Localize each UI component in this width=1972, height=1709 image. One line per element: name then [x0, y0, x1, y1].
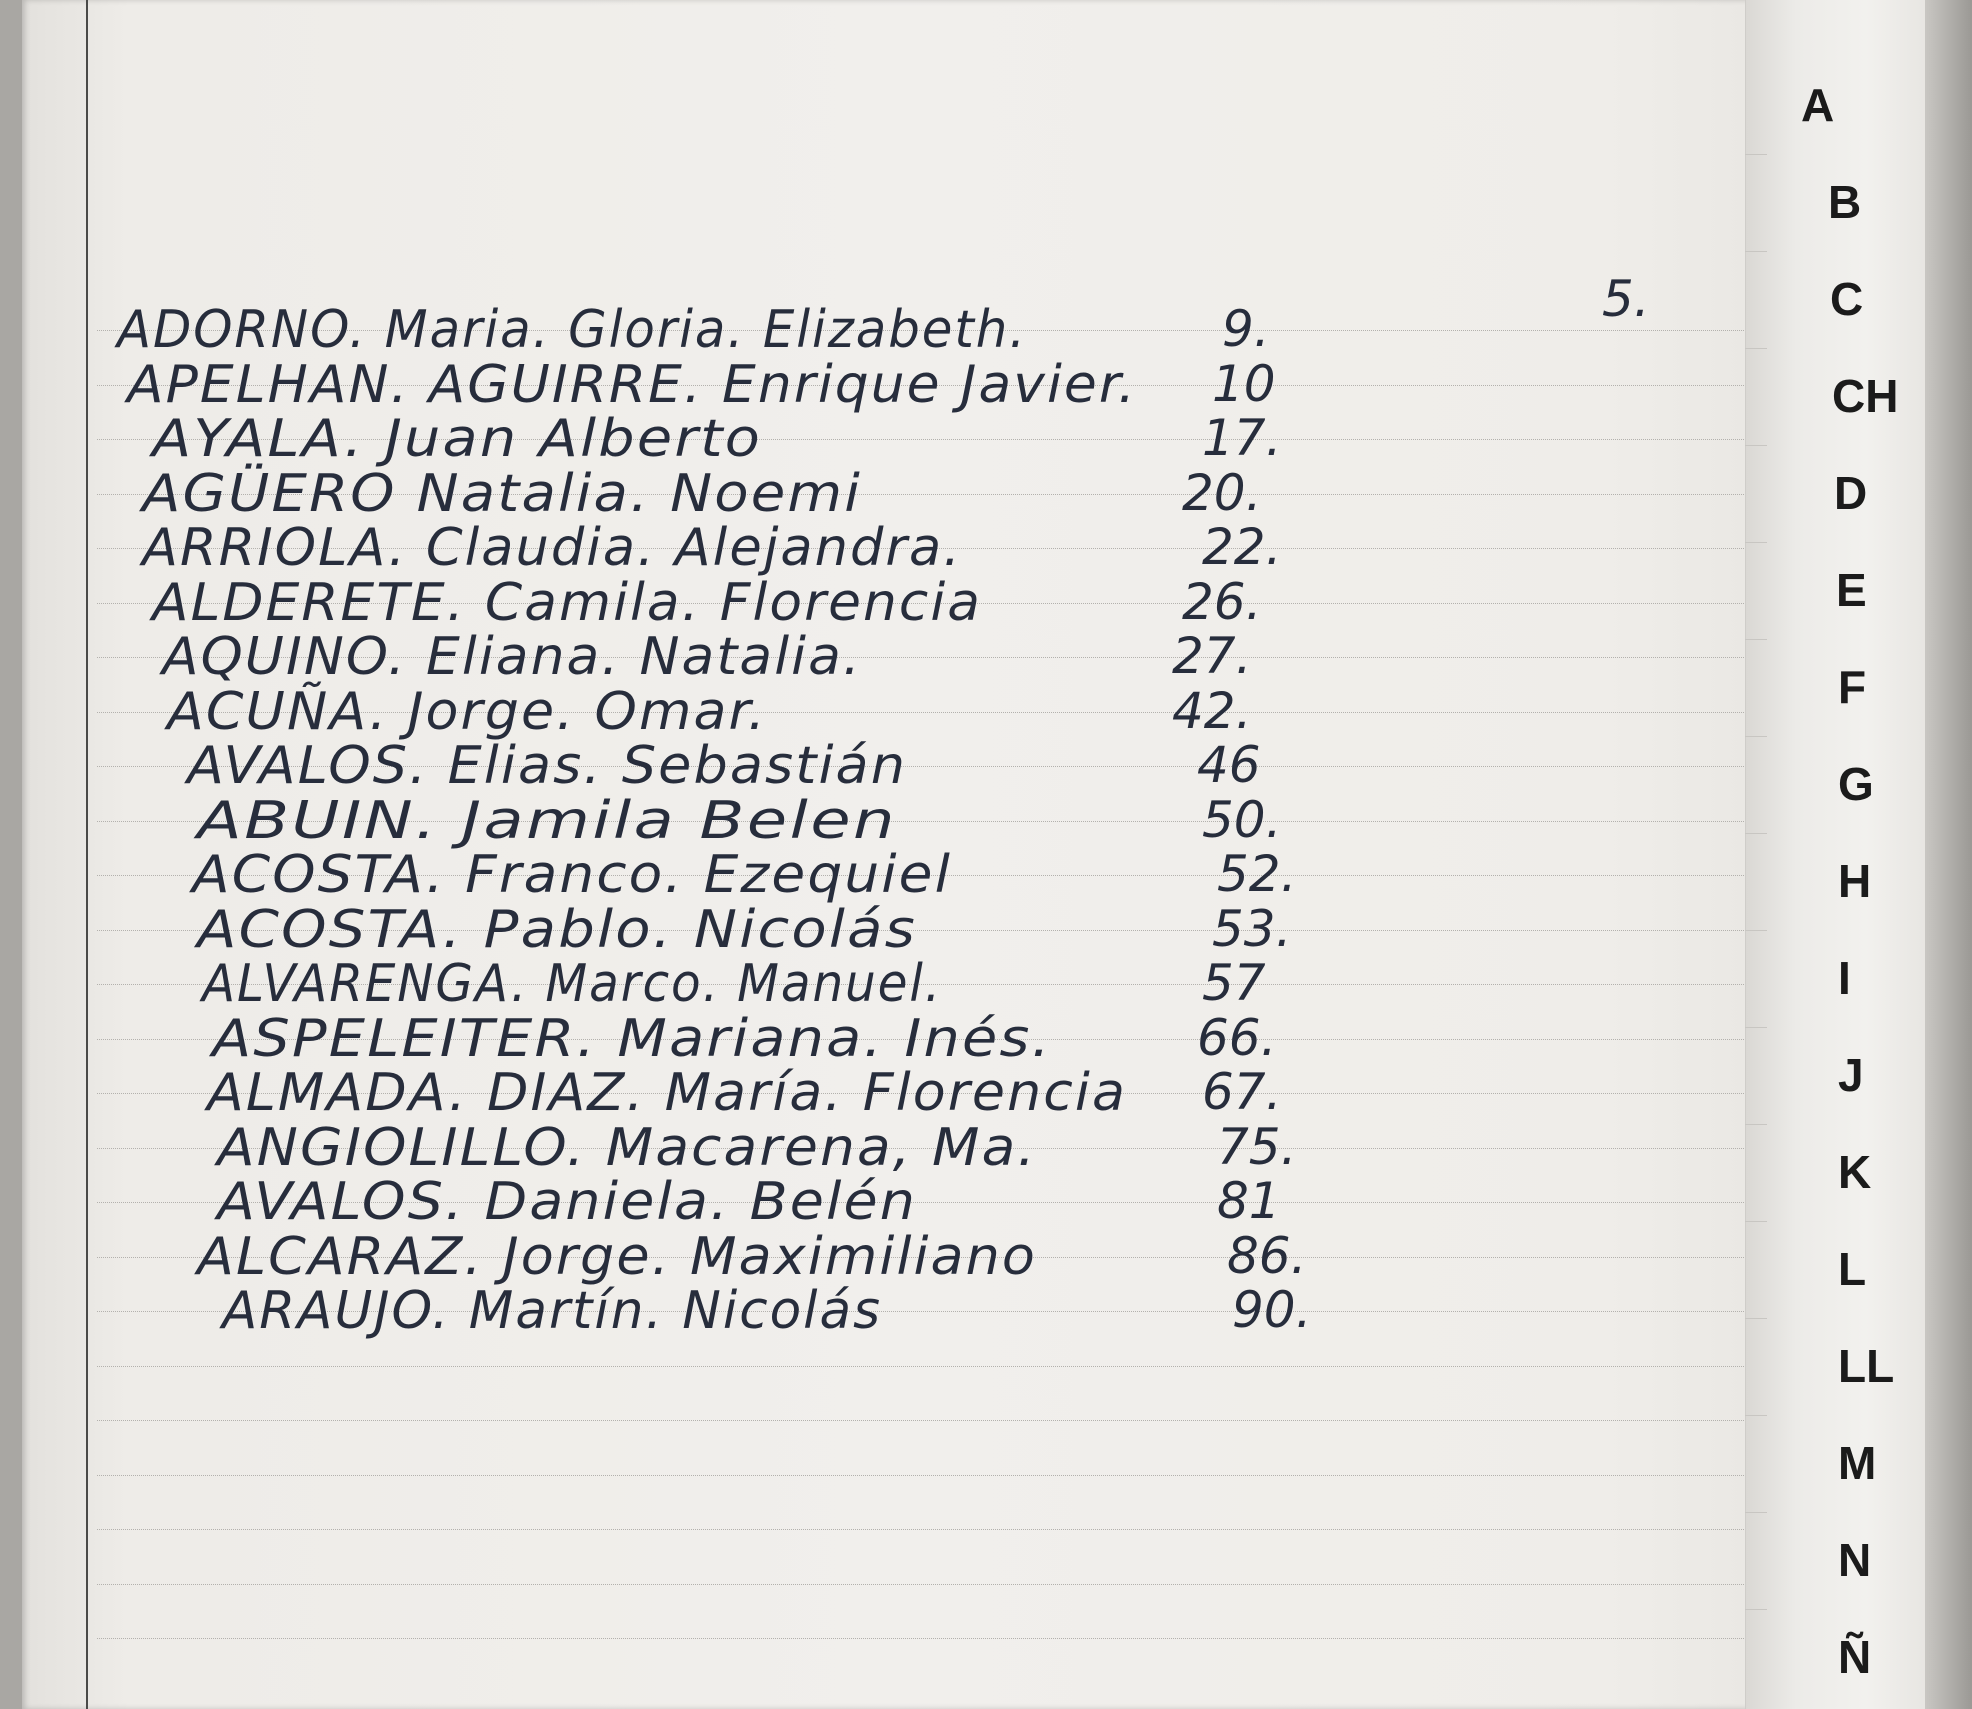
index-tab-separator — [1745, 1027, 1767, 1028]
entry-page-number: 9. — [1222, 300, 1270, 358]
entry-name: APELHAN. AGUIRRE. Enrique Javier. — [127, 354, 1137, 415]
ruled-line — [97, 1584, 1782, 1585]
index-tab-separator — [1745, 736, 1767, 737]
entry-page-number: 52. — [1217, 845, 1297, 903]
index-tab-m[interactable]: M — [1838, 1437, 1877, 1489]
index-tab-separator — [1745, 445, 1767, 446]
index-tab-i[interactable]: I — [1838, 952, 1851, 1004]
entry-name: ALDERETE. Camila. Florencia — [152, 572, 983, 633]
index-tab-a[interactable]: A — [1801, 79, 1835, 131]
entry-page-number: 50. — [1202, 790, 1282, 849]
entry-name: AQUINO. Eliana. Natalia. — [162, 627, 862, 687]
entry-name: ALMADA. DIAZ. María. Florencia — [207, 1063, 1127, 1123]
index-tab-d[interactable]: D — [1834, 467, 1868, 519]
entry-page-number: 57 — [1202, 954, 1266, 1012]
index-tab-separator — [1745, 1415, 1767, 1416]
entry-name: AVALOS. Daniela. Belén — [217, 1172, 918, 1232]
entry-page-number: 90. — [1232, 1281, 1312, 1339]
alphabet-index-strip — [1745, 0, 1946, 1709]
index-tab-l[interactable]: L — [1838, 1243, 1867, 1295]
entry-page-number: 42. — [1172, 681, 1252, 740]
entry-name: AGÜERO Natalia. Noemi — [142, 463, 862, 524]
entry-name: ACUÑA. Jorge. Omar. — [167, 681, 767, 742]
entry-name: ABUIN. Jamila Belen — [197, 790, 897, 851]
index-tab-e[interactable]: E — [1836, 564, 1867, 616]
entry-name: ALVARENGA. Marco. Manuel. — [202, 954, 942, 1014]
top-page-number: 5. — [1602, 270, 1650, 328]
entry-page-number: 66. — [1197, 1008, 1277, 1067]
index-tab-b[interactable]: B — [1828, 176, 1862, 228]
entry-page-number: 75. — [1217, 1117, 1297, 1176]
entry-name: ARAUJO. Martín. Nicolás — [222, 1281, 882, 1341]
entry-name: ANGIOLILLO. Macarena, Ma. — [217, 1117, 1037, 1178]
index-tab-ñ[interactable]: Ñ — [1838, 1631, 1872, 1683]
entry-name: ADORNO. Maria. Gloria. Elizabeth. — [117, 300, 1027, 360]
page-edge — [1925, 0, 1972, 1709]
entry-name: ARRIOLA. Claudia. Alejandra. — [142, 518, 962, 578]
margin-line — [86, 0, 88, 1709]
index-tab-separator — [1745, 1124, 1767, 1125]
entry-name: AYALA. Juan Alberto — [152, 409, 762, 469]
entry-page-number: 81 — [1217, 1172, 1281, 1230]
entry-page-number: 20. — [1182, 463, 1262, 522]
ruled-line — [97, 1366, 1782, 1367]
entry-name: AVALOS. Elias. Sebastián — [187, 736, 908, 796]
index-tab-separator — [1745, 1609, 1767, 1610]
entry-page-number: 53. — [1212, 899, 1292, 958]
entry-name: ALCARAZ. Jorge. Maximiliano — [197, 1226, 1037, 1287]
index-tab-ll[interactable]: LL — [1838, 1340, 1895, 1392]
index-tab-separator — [1745, 1221, 1767, 1222]
index-tab-separator — [1745, 930, 1767, 931]
notebook-page — [22, 0, 1782, 1709]
ruled-line — [97, 1529, 1782, 1530]
index-tab-g[interactable]: G — [1838, 758, 1874, 810]
entry-page-number: 46 — [1197, 736, 1261, 794]
entry-page-number: 67. — [1202, 1063, 1282, 1121]
entry-name: ACOSTA. Franco. Ezequiel — [192, 845, 952, 905]
index-tab-n[interactable]: N — [1838, 1534, 1872, 1586]
index-tab-c[interactable]: C — [1830, 273, 1864, 325]
index-tab-h[interactable]: H — [1838, 855, 1872, 907]
entry-page-number: 22. — [1202, 518, 1282, 576]
list-item — [222, 1281, 1522, 1351]
index-tab-separator — [1745, 154, 1767, 155]
index-tab-separator — [1745, 542, 1767, 543]
entry-page-number: 17. — [1202, 409, 1282, 467]
ruled-line — [97, 1420, 1782, 1421]
entry-page-number: 26. — [1182, 572, 1262, 631]
entry-page-number: 10 — [1212, 354, 1276, 413]
index-tab-j[interactable]: J — [1838, 1049, 1864, 1101]
entry-page-number: 27. — [1172, 627, 1252, 685]
index-tab-separator — [1745, 639, 1767, 640]
entry-page-number: 86. — [1227, 1226, 1307, 1285]
index-tab-separator — [1745, 348, 1767, 349]
index-tab-separator — [1745, 833, 1767, 834]
index-tab-f[interactable]: F — [1838, 661, 1867, 713]
index-tab-k[interactable]: K — [1838, 1146, 1872, 1198]
index-tab-separator — [1745, 1318, 1767, 1319]
entry-name: ACOSTA. Pablo. Nicolás — [197, 899, 917, 960]
entry-name: ASPELEITER. Mariana. Inés. — [212, 1008, 1052, 1069]
index-tab-separator — [1745, 251, 1767, 252]
ruled-line — [97, 1475, 1782, 1476]
index-tab-ch[interactable]: CH — [1832, 370, 1899, 422]
index-tab-separator — [1745, 1512, 1767, 1513]
ruled-line — [97, 1638, 1782, 1639]
